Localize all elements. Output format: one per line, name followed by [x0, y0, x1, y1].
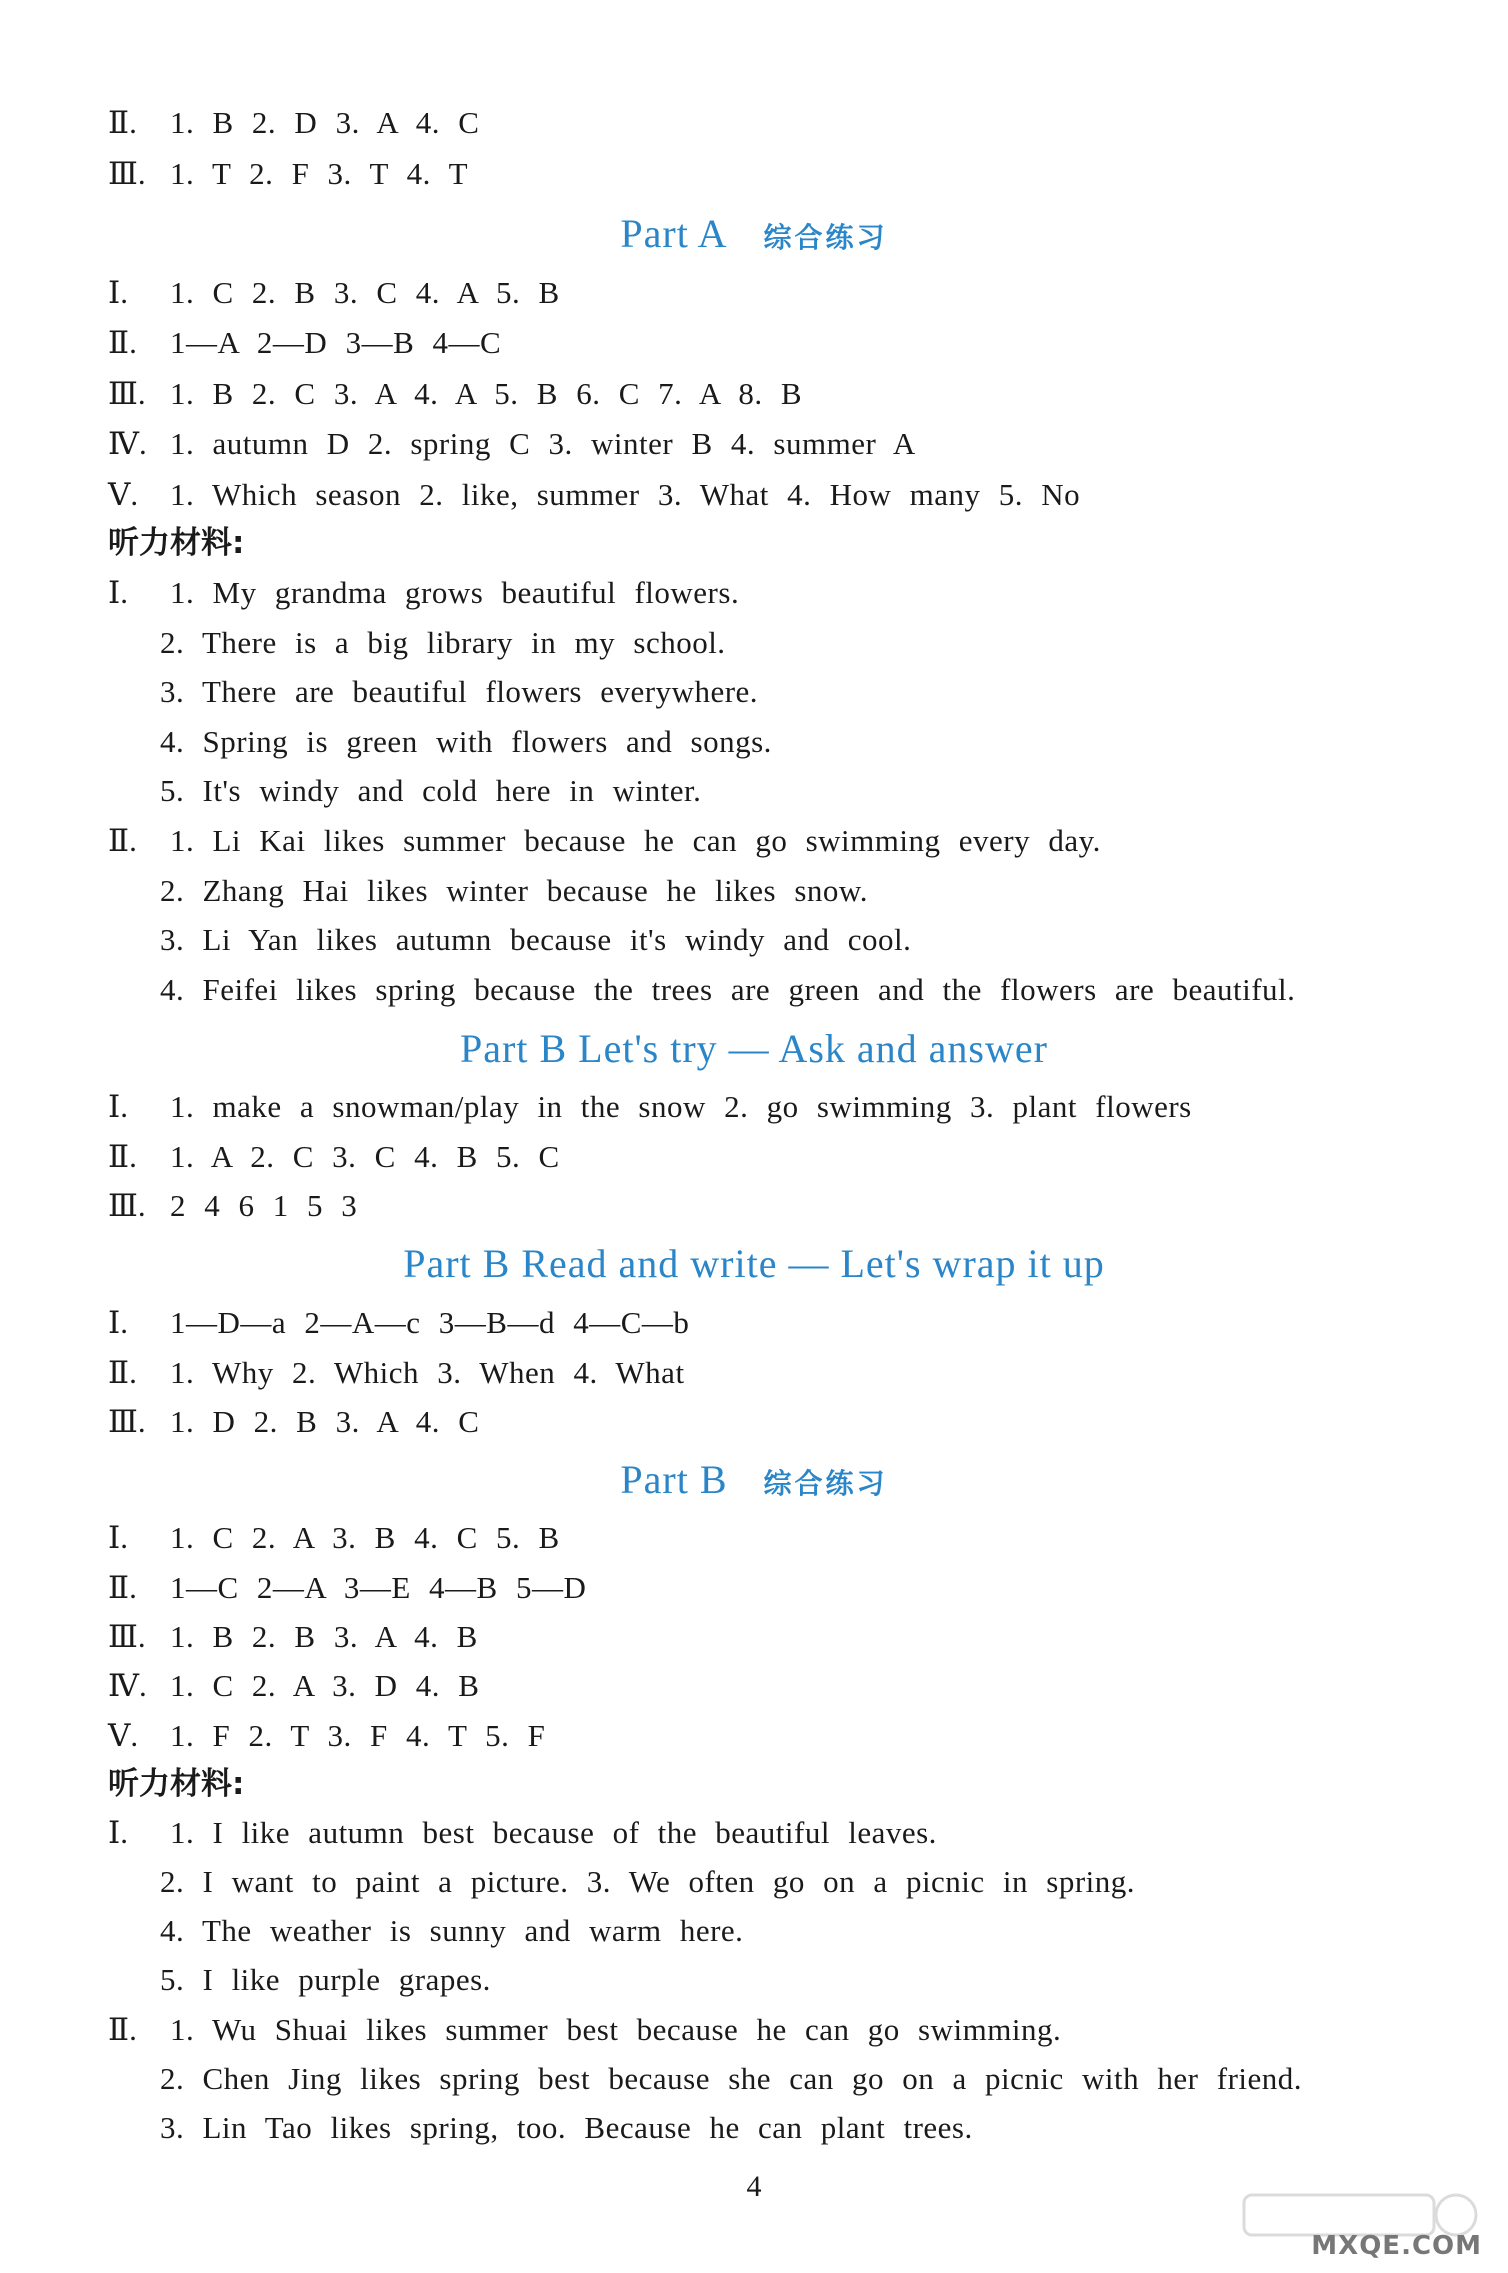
answer-line: Ⅰ. 1. C 2. B 3. C 4. A 5. B — [108, 275, 560, 310]
listening-line: 2. There is a big library in my school. — [160, 625, 726, 660]
answer-line: Ⅰ. 1. C 2. A 3. B 4. C 5. B — [108, 1520, 560, 1555]
answer-line: Ⅴ. 1. F 2. T 3. F 4. T 5. F — [108, 1718, 546, 1753]
listening-line: 3. There are beautiful flowers everywhere. — [160, 674, 759, 709]
answer-line: Ⅳ. 1. autumn D 2. spring C 3. winter B 4. summer A — [108, 426, 916, 461]
listening-line: Ⅱ. 1. Wu Shuai likes summer best because he can go swimming. — [108, 2012, 1062, 2047]
listening-line: 4. Feifei likes spring because the trees are green and the flowers are beautiful. — [160, 972, 1296, 1007]
answer-line: Ⅲ. 1. D 2. B 3. A 4. C — [108, 1404, 480, 1439]
section-title-part-b-read-and-write: Part B Read and write — Let's wrap it up — [403, 1241, 1105, 1286]
listening-line: Ⅰ. 1. I like autumn best because of the beautiful leaves. — [108, 1815, 937, 1850]
listening-line: Ⅰ. 1. My grandma grows beautiful flowers. — [108, 575, 740, 610]
listening-line: 5. I like purple grapes. — [160, 1962, 491, 1997]
section-title-part-b-review: Part B 综合练习 — [620, 1457, 888, 1502]
listening-line: 2. Zhang Hai likes winter because he likes snow. — [160, 873, 869, 908]
watermark-text: MXQE.COM — [1311, 2231, 1482, 2261]
listening-line: 3. Li Yan likes autumn because it's windy and cool. — [160, 922, 912, 957]
answer-line: Ⅳ. 1. C 2. A 3. D 4. B — [108, 1668, 480, 1703]
listening-line: 4. The weather is sunny and warm here. — [160, 1913, 744, 1948]
page-number: 4 — [746, 2170, 762, 2203]
listening-heading: 听力材料: — [108, 525, 245, 561]
listening-line: 5. It's windy and cold here in winter. — [160, 773, 702, 808]
answer-line: Ⅱ. 1. A 2. C 3. C 4. B 5. C — [108, 1139, 560, 1174]
listening-line: 3. Lin Tao likes spring, too. Because he can plant trees. — [160, 2110, 973, 2145]
answer-line: Ⅲ. 2 4 6 1 5 3 — [108, 1188, 358, 1223]
listening-heading: 听力材料: — [108, 1766, 245, 1802]
answer-line: Ⅱ. 1. Why 2. Which 3. When 4. What — [108, 1355, 685, 1390]
listening-line: 4. Spring is green with flowers and songs. — [160, 724, 772, 759]
answer-line: Ⅴ. 1. Which season 2. like, summer 3. What 4. How many 5. No — [108, 477, 1081, 512]
answer-line: Ⅱ. 1—A 2—D 3—B 4—C — [108, 325, 502, 360]
answer-line: Ⅱ. 1. B 2. D 3. A 4. C — [108, 105, 480, 140]
section-title-part-b-lets-try: Part B Let's try — Ask and answer — [460, 1026, 1048, 1071]
listening-line: 2. I want to paint a picture. 3. We often go on a picnic in spring. — [160, 1864, 1136, 1899]
answer-line: Ⅱ. 1—C 2—A 3—E 4—B 5—D — [108, 1570, 587, 1605]
answer-line: Ⅰ. 1—D—a 2—A—c 3—B—d 4—C—b — [108, 1305, 690, 1340]
listening-line: Ⅱ. 1. Li Kai likes summer because he can go swimming every day. — [108, 823, 1101, 858]
answer-line: Ⅲ. 1. B 2. C 3. A 4. A 5. B 6. C 7. A 8. B — [108, 376, 803, 411]
listening-line: 2. Chen Jing likes spring best because she can go on a picnic with her friend. — [160, 2061, 1303, 2096]
answer-line: Ⅰ. 1. make a snowman/play in the snow 2. go swimming 3. plant flowers — [108, 1089, 1192, 1124]
section-title-part-a: Part A 综合练习 — [620, 211, 888, 256]
answer-line: Ⅲ. 1. T 2. F 3. T 4. T — [108, 156, 468, 191]
answer-line: Ⅲ. 1. B 2. B 3. A 4. B — [108, 1619, 478, 1654]
